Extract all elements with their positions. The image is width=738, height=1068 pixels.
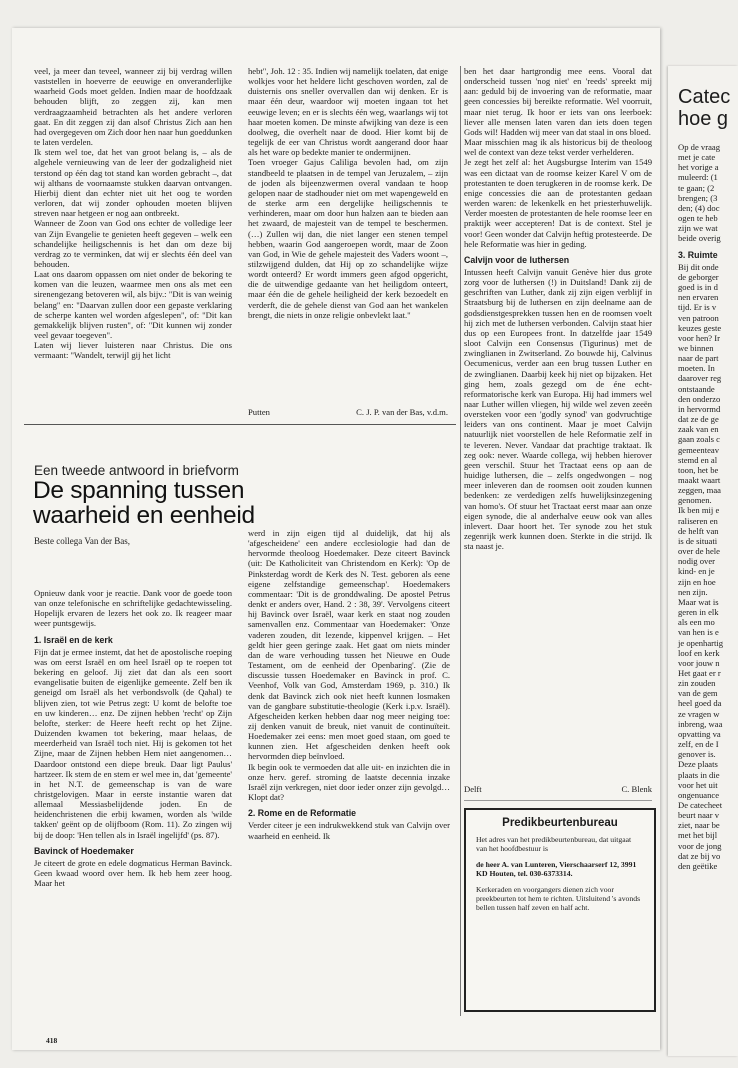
signature-place: Putten: [248, 407, 270, 417]
paragraph: ben het daar hartgrondig mee eens. Vooral dat onderscheid tussen 'nog niet' en 'reeds' spreekt mij aan: geduld bij de invoering van de reformatie, maar geen concessies bij bereikte reformatie. Wel voorruit, maar niet terug. Ik hoor er iets van ons leerboek: liever alle mensen laten varen dan iets doen tegen Gods wil! Hadden wij meer van dat staal in ons bloed.: [464, 66, 652, 137]
line: muleerd: (1: [678, 172, 718, 183]
paragraph: Wanneer de Zoon van God ons echter de volledige leer van Zijn Evangelie te genieten heeft gegeven – welk een schandelijke heiligschennis is het dan om deze bij verdrag zo te verminken, dat wij er slechts één deel van behouden.: [34, 218, 232, 269]
line: den geëtike: [678, 860, 718, 871]
line: loof en kerk: [678, 647, 720, 658]
next-page-edge: [668, 66, 738, 1056]
line: in hervormd: [678, 403, 721, 414]
line: gemeenteav: [678, 444, 720, 455]
article-headline: De spanning tussen waarheid en eenheid: [33, 477, 255, 529]
info-box-address: de heer A. van Lunteren, Vierschaarserf 12, 3991 KD Houten, tel. 030-6373314.: [476, 859, 637, 879]
line: nodig over: [678, 556, 715, 567]
line: zijn we wat: [678, 223, 718, 234]
article-column-3: [464, 66, 652, 776]
salutation: Beste collega Van der Bas,: [34, 536, 131, 546]
line: van de gem: [678, 688, 718, 699]
article-kicker: Een tweede antwoord in briefvorm: [34, 463, 239, 478]
line: geren in elk: [678, 607, 719, 618]
line: we binnen: [678, 342, 714, 353]
line: is de situati: [678, 535, 718, 546]
paragraph: Ik stem wel toe, dat het van groot belang is, – als de algehele vernieuwing van de leer der godzaligheid niet terstond op één dag tot stand kan worden gebracht –, dat wij althans de voornaamste stukken daarvan ontvangen. Hierbij dient dan echter niet uit het oog te worden verloren, dat wij zonder ophouden moeten blijven streven naar hetgeen er nog aan ontbreekt.: [34, 147, 232, 219]
line: nen ervaren: [678, 292, 719, 303]
line: voor het uit: [678, 779, 718, 790]
line: zelf, en de I: [678, 739, 719, 750]
title-line: hoe g: [678, 108, 729, 130]
top-middle-column: [248, 66, 448, 402]
article-column-2: [248, 528, 450, 1010]
signature-name: C. J. P. van der Bas, v.d.m.: [356, 407, 448, 417]
line: inbreng, waa: [678, 718, 723, 729]
info-box-intro: Het adres van het predikbeurtenbureau, dat uitgaat van het hoofdbestuur is: [476, 835, 632, 854]
line: zaak van en: [678, 424, 719, 435]
line: over de hele: [678, 546, 720, 557]
line: Deze plaats: [678, 759, 718, 770]
line: met het bijl: [678, 830, 718, 841]
paragraph: Laat ons daarom oppassen om niet onder de bekoring te komen van die leuzen, waarmee men ons als met een sirenengezang betoveren wil, als bijv.: "Dit is van weinig belang" en: "Daarvan zullen door een gepaste verklaring de scherpe kanten wel worden afgeslepen", of: "Dit kan gemakkelijk blijven rusten", of: "Dit kunnen wij zonder veel gevaar toegeven".: [34, 269, 232, 341]
line: Ik ben mij e: [678, 505, 720, 516]
line: ongenuance: [678, 789, 720, 800]
line: dat ze bij vo: [678, 850, 721, 861]
section-heading: Bavinck of Hoedemaker: [34, 845, 134, 856]
paragraph: Fijn dat je ermee instemt, dat het de apostolische roeping was om eerst Israël en om heel Israël op te roepen tot bekering en geloof. Jij ziet dat dan als een soort evangelisatie buiten de eigenlijke gemeente. Zelf ben ik geneigd om Israël als het verbondsvolk (de Qahal) te blijven zien, tot wie Petrus zegt: U komt de belofte toe en uw kinderen… enz. De zijnen hebben 'recht' op Zijn belofte, sterker: de Heere heeft recht op het Zijne. Duizenden kwamen tot bekering, maar helaas, de meerderheid van Israël toch niet. Hij is gekomen tot het Zijne, maar de Zijnen hebben Hem niet aangenomen… Daardoor ontstond een diepe breuk. Daar ligt Paulus' hartzeer. Ik stem de en stem er wel mee in, dat 'gemeente' in het N.T. de gemeenschap is van de ware christgelovigen. Maar in eerste instantie waren dat allemaal Messiasbelijdende joden. En de heidenchristenen die erbij kwamen, worden als 'wilde takken' geënt op de olijfboom (Rom. 11). Zo zingen wij bij de doop: 'Hen tellen als in Israël ingelijfd' (ps. 87).: [34, 646, 232, 840]
line: dat ze de ge: [678, 414, 719, 425]
next-page-title: [678, 86, 730, 130]
line: tijd. Er is v: [678, 302, 717, 313]
paragraph: veel, ja meer dan teveel, wanneer zij bij verdrag willen vaststellen in hoeverre de eeuwige en onveranderlijke waarheid Gods moet gelden. Indien maar de hoofdzaak behouden blijft, zo zeggen zij, kan men verdraagzaamheid betrachten als het andere verloren gaat. En dit zeggen zij dan alsof Christus Zich aan hen had overgegeven om Zich door hen naar hun goeddunken te laten verdelen.: [34, 66, 232, 148]
line: beurt naar v: [678, 810, 720, 821]
line: de geborger: [678, 271, 719, 282]
line: je openhartig: [678, 637, 724, 648]
line: Bij dit onde: [678, 261, 719, 272]
line: den; (4) doc: [678, 202, 720, 213]
line: met je cate: [678, 152, 716, 163]
line: kind- en je: [678, 566, 715, 577]
line: toon, het be: [678, 464, 719, 475]
line: voor hen? Ir: [678, 332, 720, 343]
paragraph: Opnieuw dank voor je reactie. Dank voor de goede toon van onze telefonische en schriftelijke gedachtewisseling. Hopelijk ervaren de lezers het ook zo. Ik reageer maar weer puntsgewijs.: [34, 588, 232, 629]
title-line: Catec: [678, 86, 731, 108]
paragraph: Verder citeer je een indrukwekkend stuk van Calvijn over waarheid en eenheid. Ik: [248, 820, 450, 841]
line: raliseren en: [678, 515, 718, 526]
column-divider: [460, 66, 461, 1016]
line: den onderzo: [678, 393, 721, 404]
line: als een mo: [678, 617, 715, 628]
line: plaats in die: [678, 769, 720, 780]
line: goed is in d: [678, 282, 718, 293]
line: ze vragen w: [678, 708, 720, 719]
line: moeten. In: [678, 363, 715, 374]
line: Maar wat is: [678, 596, 719, 607]
line: ziet, naar be: [678, 820, 720, 831]
line: genomen.: [678, 495, 712, 506]
line: de helft van: [678, 525, 719, 536]
line: maakt waart: [678, 475, 721, 485]
paragraph: Laten wij liever luisteren naar Christus. Die ons vermaant: "Wandelt, terwijl gij het licht: [34, 340, 232, 361]
line: voor jouw n: [678, 657, 720, 668]
line: voor de jong: [678, 840, 722, 851]
paragraph: Je zegt het zelf al: het Augsburgse Interim van 1549 was een dictaat van de roomse keizer Karel V om de protestanten te doen terugkeren in de roomse kerk. De enige concessies die aan de protestanten gedaan werden waren: de lekenkelk en het priesterhuwelijk. Verder moesten de protestanten de hele roomse leer en praktijk weer accepteren! Dat is de context. Stel je voor! Geen wonder dat Calvijn heftig protesteerde. De hele Reformatie was hier in geding.: [464, 157, 652, 249]
line: gaan zoals c: [678, 434, 720, 445]
line: keuzes geste: [678, 322, 722, 333]
section-divider: [24, 424, 456, 425]
paragraph: hebt", Joh. 12 : 35. Indien wij namelijk toelaten, dat enige wolkjes voor het heldere licht geschoven worden, zal de duisternis ons sneller overvallen dan wij denken. Er is maar één deur, waardoor wij moeten ingaan tot het eeuwige leven; en er is slechts één weg, waarlangs wij tot haar moeten komen. De minste afwijking van deze is een doolweg, die overhelt naar de dood. Hier komt bij de tegelijk de eer van Christus wordt aangerand door haar als het ware op bedekte manier te ondermijnen.: [248, 66, 448, 158]
signature-place: Delft: [464, 784, 482, 794]
line: te gaan; (2: [678, 182, 715, 193]
line: het vorige a: [678, 162, 719, 173]
info-box-note: Kerkeraden en voorgangers dienen zich voor preekbeurten tot hem te richten. Uitsluitend 's avonds bellen tussen half zeven en half acht.: [476, 884, 641, 913]
top-left-column: [34, 66, 232, 408]
line: opvatting va: [678, 728, 721, 739]
info-box-predikbeurtenbureau: [464, 808, 656, 1012]
line: daarover reg: [678, 373, 722, 384]
paragraph: werd in zijn eigen tijd al duidelijk, dat hij als 'afgescheidene' een andere ecclesiologie had dan de hervormde theoloog Hoedemaker. Deze citeert Bavinck (uit: De Katholiciteit van Christendom en Kerk): 'Op de Pinksterdag wordt de Kerk des N. Test. geboren als eene eigene zelfstandige gemeenschap'. Hoedemakers commentaar: 'Dit is de gronddwaling. De apostel Petrus denkt er anders over, Hand. 2 : 38, 39'. Vervolgens citeert hij Bavinck over Israël, waar kerk en staat nog zouden samenvallen enz. Commentaar van Hoedemaker: 'Onze vaderen zouden, dit lezende, kippenvel krijgen. – Het geldt hier geen geringe zaak. Het gaat om niets minder dan de ware verhouding tussen het Nieuwe en Oude Testament, om de eenheid der Openbaring'. (Zie de discussie tussen Hoedemaker en Bavinck in prof. C. Veenhof, Volk van God, Amsterdam 1969, p. 310.) Ik denk dat Bavinck zich ook niet heeft kunnen losmaken van de gangbare substitutie-theologie (Kerk i.p.v. Israël). Afgescheiden kerken hebben daar nog meer neiging toe: zij denken vanuit de breuk, niet vanuit de continuïteit. Hoedemaker zei eens: men moet goed staan, om goed te kunnen zien. Het afgescheiden denken heeft ook hervormden diep beïnvloed.: [248, 528, 450, 762]
line: brengen; (3: [678, 192, 718, 203]
line: stemd en al: [678, 454, 718, 465]
signature-name: C. Blenk: [621, 784, 652, 794]
line: zeggen, maa: [678, 485, 721, 496]
line: genover is.: [678, 749, 716, 760]
paragraph: Je citeert de grote en edele dogmaticus Herman Bavinck. Geen kwaad woord over hem. Ik heb hem zeer hoog. Maar het: [34, 857, 232, 889]
paragraph: Intussen heeft Calvijn vanuit Genève hier dus grote zorg voor de luthersen (!) in Duitsland! Dank zij de geschriften van Luther, dank zij zijn eigen verblijf in Straatsburg bij de luthersen en zijn deelname aan de godsdienstgesprekken tussen hen en de roomsen voelt hij zich met de luthersen verbonden. Calvijn staat hier dus op een Europees front. In datzelfde jaar 1549 sloot Calvijn een Consensus (Tigurinus) met de zwinglianen in Zwitserland. Zo bouwde hij, Calvinus Oecumenicus, verder aan een brug tussen Luther en de zwinglianen. Daarbij keek hij niet op bijzaken. Het ging hem, zoals gezegd om de éne echt-reformatorische kerk van Europa. Hij had immers wel naar Luther willen vliegen, hij wilde wel zeven zeeën oversteken voor een 'godly synod' van godvruchtige leiders van ons continent. Maar je moet Calvijn natuurlijk niet voorstellen de hele Reformatie zelf in te leveren. Never. Vandaar dat prachtige traktaat. Ik zeg ook: never. Waarde collega, wij hebben hierover geen verschil. Stuur het Tractaat eens op aan de huidige luthersen, die – zelfs ongedwongen – nog meer inleveren dan de roomsen ooit zouden kunnen bedenken: ze verdedigen zelfs huwelijksinzegening van homo's. Of stuur het Tractaat eerst maar aan onze eigen synode, die al anderhalve eeuw ook van alles inlevert. Daar hoort het. Ter synode zou het stuk zegenrijk werk kunnen doen. Sterkte in die strijd. Ik sta naast je.: [464, 266, 652, 552]
line: Het gaat er r: [678, 667, 721, 678]
signature-divider: [464, 800, 652, 801]
paragraph: Toen vroeger Gajus Caliliga bevolen had, om zijn standbeeld te plaatsen in de tempel van Jeruzalem, – zijn de joden als bijeenzwermen overal vandaan te hoop gelopen naar de stadhouder niet om met wapengeweld en de sterke arm een dergelijke heiligschennis te verhinderen, maar om door hun halzen aan te bieden aan het zwaard, de majesteit van de tempel te beschermen. (…) Zullen wij dan, die niet langer een stenen tempel hebben, waarin God aangeroepen wordt, maar de Zoon van God, in Wie de gehele majesteit des Vaders woont –, stilzwijgend dulden, dat Hij op zo schandelijke wijze wordt onteerd? Er wordt immers geen afgod opgericht, die de uitwendige gedaante van het heiligdom onteert, maar één die de gehele heiligheid der kerk bezoedelt en verderft, die de gehele dienst van God aan het wankelen brengt, die niets in onze religie onbevlekt laat.": [248, 157, 448, 320]
line: ven patroon: [678, 312, 719, 323]
page-number: 418: [46, 1036, 58, 1045]
info-box-title: Predikbeurtenbureau: [502, 817, 618, 829]
paragraph: Ik begin ook te vermoeden dat alle uit- en inzichten die in onze herv. geref. stroming de laatste decennia inzake Israël zijn verkregen, niet door ieder onzer zijn gevolgd… Klopt dat?: [248, 761, 450, 803]
line: beide overig: [678, 233, 721, 244]
line: naar de part: [678, 353, 719, 364]
line: De catecheet: [678, 800, 723, 810]
section-heading: Calvijn voor de luthersen: [464, 254, 570, 265]
article-column-1: [34, 588, 232, 1008]
section-heading: 3. Ruimte: [678, 249, 718, 260]
line: ontstaande: [678, 383, 715, 394]
line: ogen te heb: [678, 213, 718, 224]
paragraph: Maar misschien mag ik als historicus bij de theoloog wel de context van deze tekst verder verhelderen.: [464, 137, 652, 158]
line: nen zijn.: [678, 586, 708, 597]
next-page-column: [678, 142, 738, 871]
line: zijn en hoe: [678, 576, 716, 587]
section-heading: 2. Rome en de Reformatie: [248, 808, 357, 819]
line: van hen is e: [678, 627, 719, 638]
signature-top: [248, 407, 448, 417]
signature-article: [464, 784, 652, 794]
line: heel goed da: [678, 698, 722, 709]
section-heading: 1. Israël en de kerk: [34, 634, 113, 645]
line: zin zouden: [678, 678, 716, 689]
line: Op de vraag: [678, 142, 720, 152]
